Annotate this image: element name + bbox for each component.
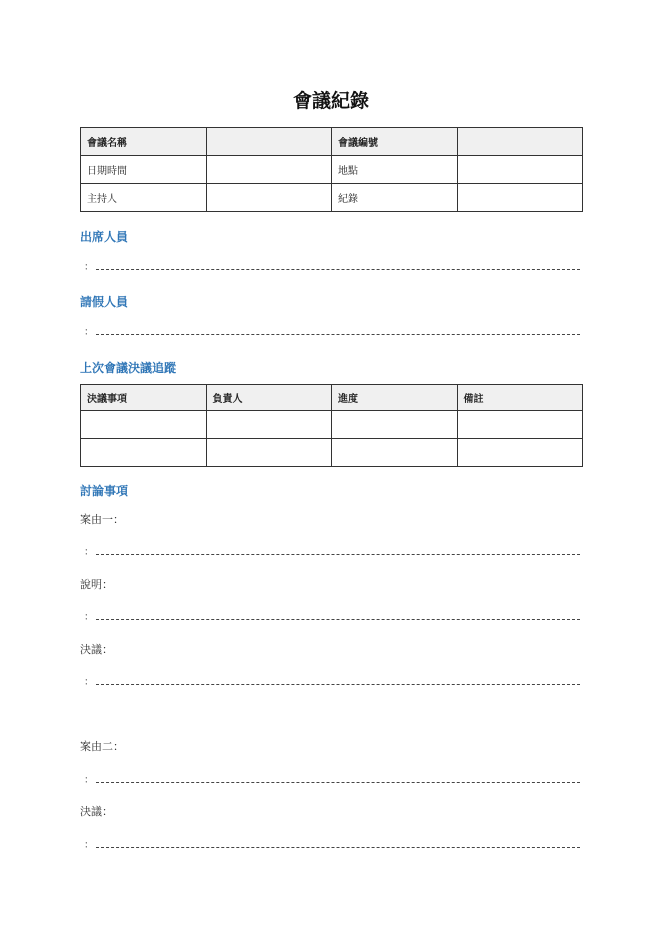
attendees-heading: 出席人員: [80, 230, 129, 244]
table-row: [81, 184, 583, 212]
dashed-line: [96, 269, 580, 270]
table-cell[interactable]: [81, 439, 207, 467]
fill-colon: ：: [84, 677, 94, 688]
resolution2-label: 決議：: [80, 805, 113, 818]
attendees-fill-line[interactable]: [84, 258, 580, 274]
fill-colon: ：: [84, 547, 94, 558]
location-label: 地點: [332, 156, 458, 184]
meeting-number-value[interactable]: [457, 128, 583, 156]
explain-label: 說明：: [80, 578, 113, 591]
resolution1-fill-line[interactable]: [84, 673, 580, 689]
col-progress: 進度: [332, 385, 458, 411]
fill-colon: ：: [84, 775, 94, 786]
fill-colon: ：: [84, 327, 94, 338]
recorder-value[interactable]: [457, 184, 583, 212]
table-cell[interactable]: [81, 411, 207, 439]
host-value[interactable]: [206, 184, 332, 212]
dashed-line: [96, 782, 580, 783]
table-header-row: [81, 385, 583, 411]
resolution2-fill-line[interactable]: [84, 836, 580, 852]
table-row: [81, 439, 583, 467]
location-value[interactable]: [457, 156, 583, 184]
table-cell[interactable]: [206, 411, 332, 439]
dashed-line: [96, 684, 580, 685]
followup-heading: 上次會議決議追蹤: [80, 361, 177, 375]
table-cell[interactable]: [332, 411, 458, 439]
page-title: 會議紀錄: [292, 90, 369, 112]
table-cell[interactable]: [457, 439, 583, 467]
meeting-name-label: 會議名稱: [81, 128, 207, 156]
col-owner: 負責人: [206, 385, 332, 411]
dashed-line: [96, 619, 580, 620]
followup-table: [80, 384, 583, 467]
case1-label: 案由一：: [80, 513, 124, 526]
case2-fill-line[interactable]: [84, 771, 580, 787]
absent-fill-line[interactable]: [84, 323, 580, 339]
case1-fill-line[interactable]: [84, 543, 580, 559]
table-row: [81, 128, 583, 156]
dashed-line: [96, 334, 580, 335]
dashed-line: [96, 847, 580, 848]
fill-colon: ：: [84, 612, 94, 623]
table-cell[interactable]: [206, 439, 332, 467]
meeting-name-value[interactable]: [206, 128, 332, 156]
fill-colon: ：: [84, 262, 94, 273]
datetime-label: 日期時間: [81, 156, 207, 184]
recorder-label: 紀錄: [332, 184, 458, 212]
table-cell[interactable]: [332, 439, 458, 467]
absent-heading: 請假人員: [80, 295, 129, 309]
dashed-line: [96, 554, 580, 555]
table-row: [81, 411, 583, 439]
meeting-number-label: 會議編號: [332, 128, 458, 156]
resolution1-label: 決議：: [80, 643, 113, 656]
datetime-value[interactable]: [206, 156, 332, 184]
discussion-heading: 討論事項: [80, 484, 129, 498]
host-label: 主持人: [81, 184, 207, 212]
fill-colon: ：: [84, 840, 94, 851]
table-cell[interactable]: [457, 411, 583, 439]
explain-fill-line[interactable]: [84, 608, 580, 624]
meeting-info-table: [80, 127, 583, 212]
case2-label: 案由二：: [80, 740, 124, 753]
table-row: [81, 156, 583, 184]
col-resolution: 決議事項: [81, 385, 207, 411]
col-notes: 備註: [457, 385, 583, 411]
